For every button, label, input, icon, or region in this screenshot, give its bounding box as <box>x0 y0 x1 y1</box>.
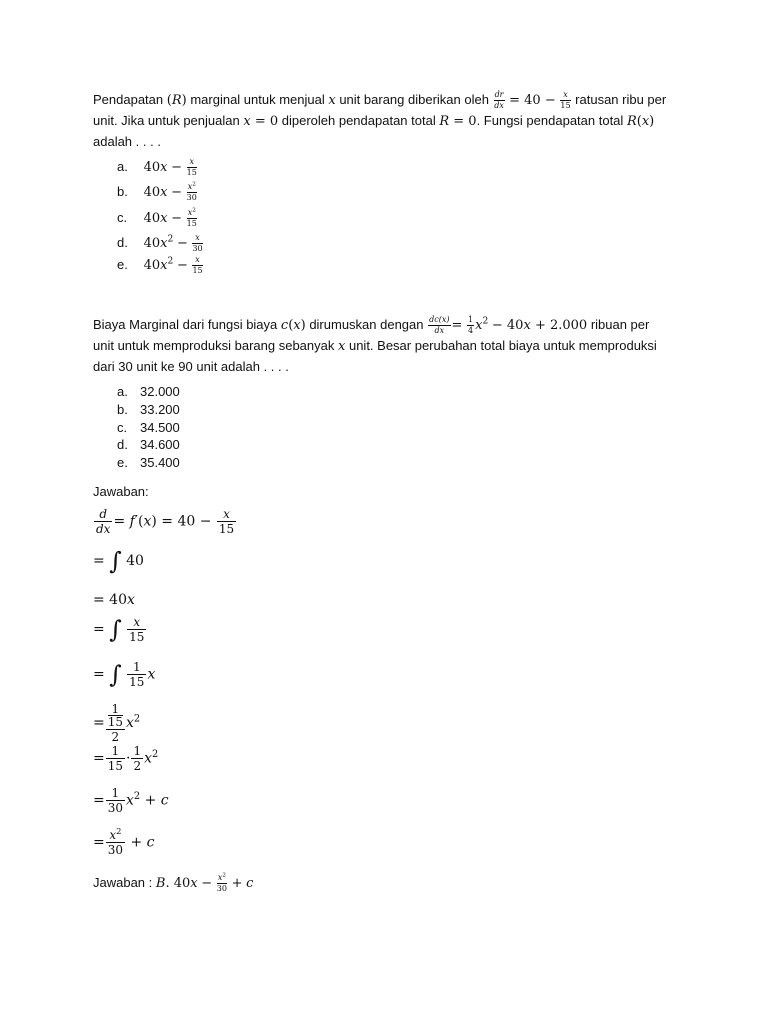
answer-step-2: = ∫ 40 <box>93 547 144 575</box>
fraction-dr-dx: $\frac{dr}{dx}$ <box>494 90 504 111</box>
answer-heading: Jawaban: <box>93 484 149 499</box>
q1-text-segment: marginal untuk menjual <box>190 92 325 107</box>
q1-text-segment: unit barang diberikan oleh <box>339 92 489 107</box>
q1-option-d[interactable]: d. $40x^2$ − $\frac{x}{30}$ <box>117 233 203 253</box>
q2-option-b[interactable]: b. 33.200 <box>117 402 180 417</box>
answer-step-3: = 40x <box>93 592 135 608</box>
q1-text-segment: unit. Jika untuk penjualan <box>93 113 240 128</box>
q1-text-segment: Pendapatan <box>93 92 164 107</box>
answer-step-1: $\frac{d}{dx}$ = f′(x) = 40 − $\frac{x}{15}$ <box>96 507 235 536</box>
question-1-text: Pendapatan (R) marginal untuk menjual x unit barang diberikan oleh $\frac{dr}{dx}$ = 40 − $\frac{x}{15}$ ratusan ribu per unit. Jika untuk penjualan x = 0 diperoleh pendapatan total R = 0. Fungsi pendapatan total R(x) adalah . . . . <box>93 90 667 149</box>
final-answer: Jawaban : B. 40x − $\frac{x^2}{30}$ + c <box>93 872 254 894</box>
q1-option-a[interactable]: a. 40x − $\frac{x}{15}$ <box>117 157 197 177</box>
answer-step-5: = ∫ $\frac{1}{15}$ x <box>93 660 156 689</box>
q1-text-segment: ratusan ribu per <box>575 92 667 107</box>
answer-step-8: = $\frac{1}{30}$ $x^2 + c$ <box>93 786 169 815</box>
q1-text-segment: . Fungsi pendapatan total <box>476 113 624 128</box>
q2-text-segment: Biaya Marginal dari fungsi biaya <box>93 317 278 332</box>
q2-text-segment: dari 30 unit ke 90 unit adalah . . . . <box>93 359 289 374</box>
answer-step-6: = $\frac{\frac{1}{15}}{2}$ $x^2$ <box>93 702 141 744</box>
q2-text-segment: unit untuk memproduksi barang sebanyak <box>93 338 335 353</box>
q2-text-segment: ribuan per <box>590 317 650 332</box>
answer-step-4: = ∫ $\frac{x}{15}$ <box>93 615 145 644</box>
q2-text-segment: unit. Besar perubahan total biaya untuk memproduksi <box>348 338 657 353</box>
q2-option-c[interactable]: c. 34.500 <box>117 420 180 435</box>
q1-option-c[interactable]: c. 40x − $\frac{x^2}{15}$ <box>117 207 197 228</box>
q1-option-b[interactable]: b. 40x − $\frac{x^2}{30}$ <box>117 181 197 202</box>
q2-option-d[interactable]: d. 34.600 <box>117 437 180 452</box>
q1-option-e[interactable]: e. $40x^2$ − $\frac{x}{15}$ <box>117 255 203 275</box>
fraction-x-15: $\frac{x}{15}$ <box>560 90 571 111</box>
answer-step-9: = $\frac{x^2}{30}$ + c <box>93 826 155 857</box>
q2-text-segment: dirumuskan dengan <box>309 317 424 332</box>
q2-option-e[interactable]: e. 35.400 <box>117 455 180 470</box>
answer-step-7: = $\frac{1}{15}$ · $\frac{1}{2}$ $x^2$ <box>93 744 159 773</box>
q1-text-segment: diperoleh pendapatan total <box>281 113 436 128</box>
question-2-text: Biaya Marginal dari fungsi biaya c(x) dirumuskan dengan $\frac{dc(x)}{dx}$ = $\frac{1}{4}$ $x^2 - 40x + 2.000$ ribuan per unit untuk memproduksi barang sebanyak x unit. Besar perubahan total biaya untuk memproduksi dari 30 unit ke 90 unit adalah . . . . <box>93 315 657 374</box>
fraction-dc-dx: $\frac{dc(x)}{dx}$ <box>429 315 450 336</box>
q2-option-a[interactable]: a. 32.000 <box>117 384 180 399</box>
q1-text-segment: adalah . . . . <box>93 134 161 149</box>
